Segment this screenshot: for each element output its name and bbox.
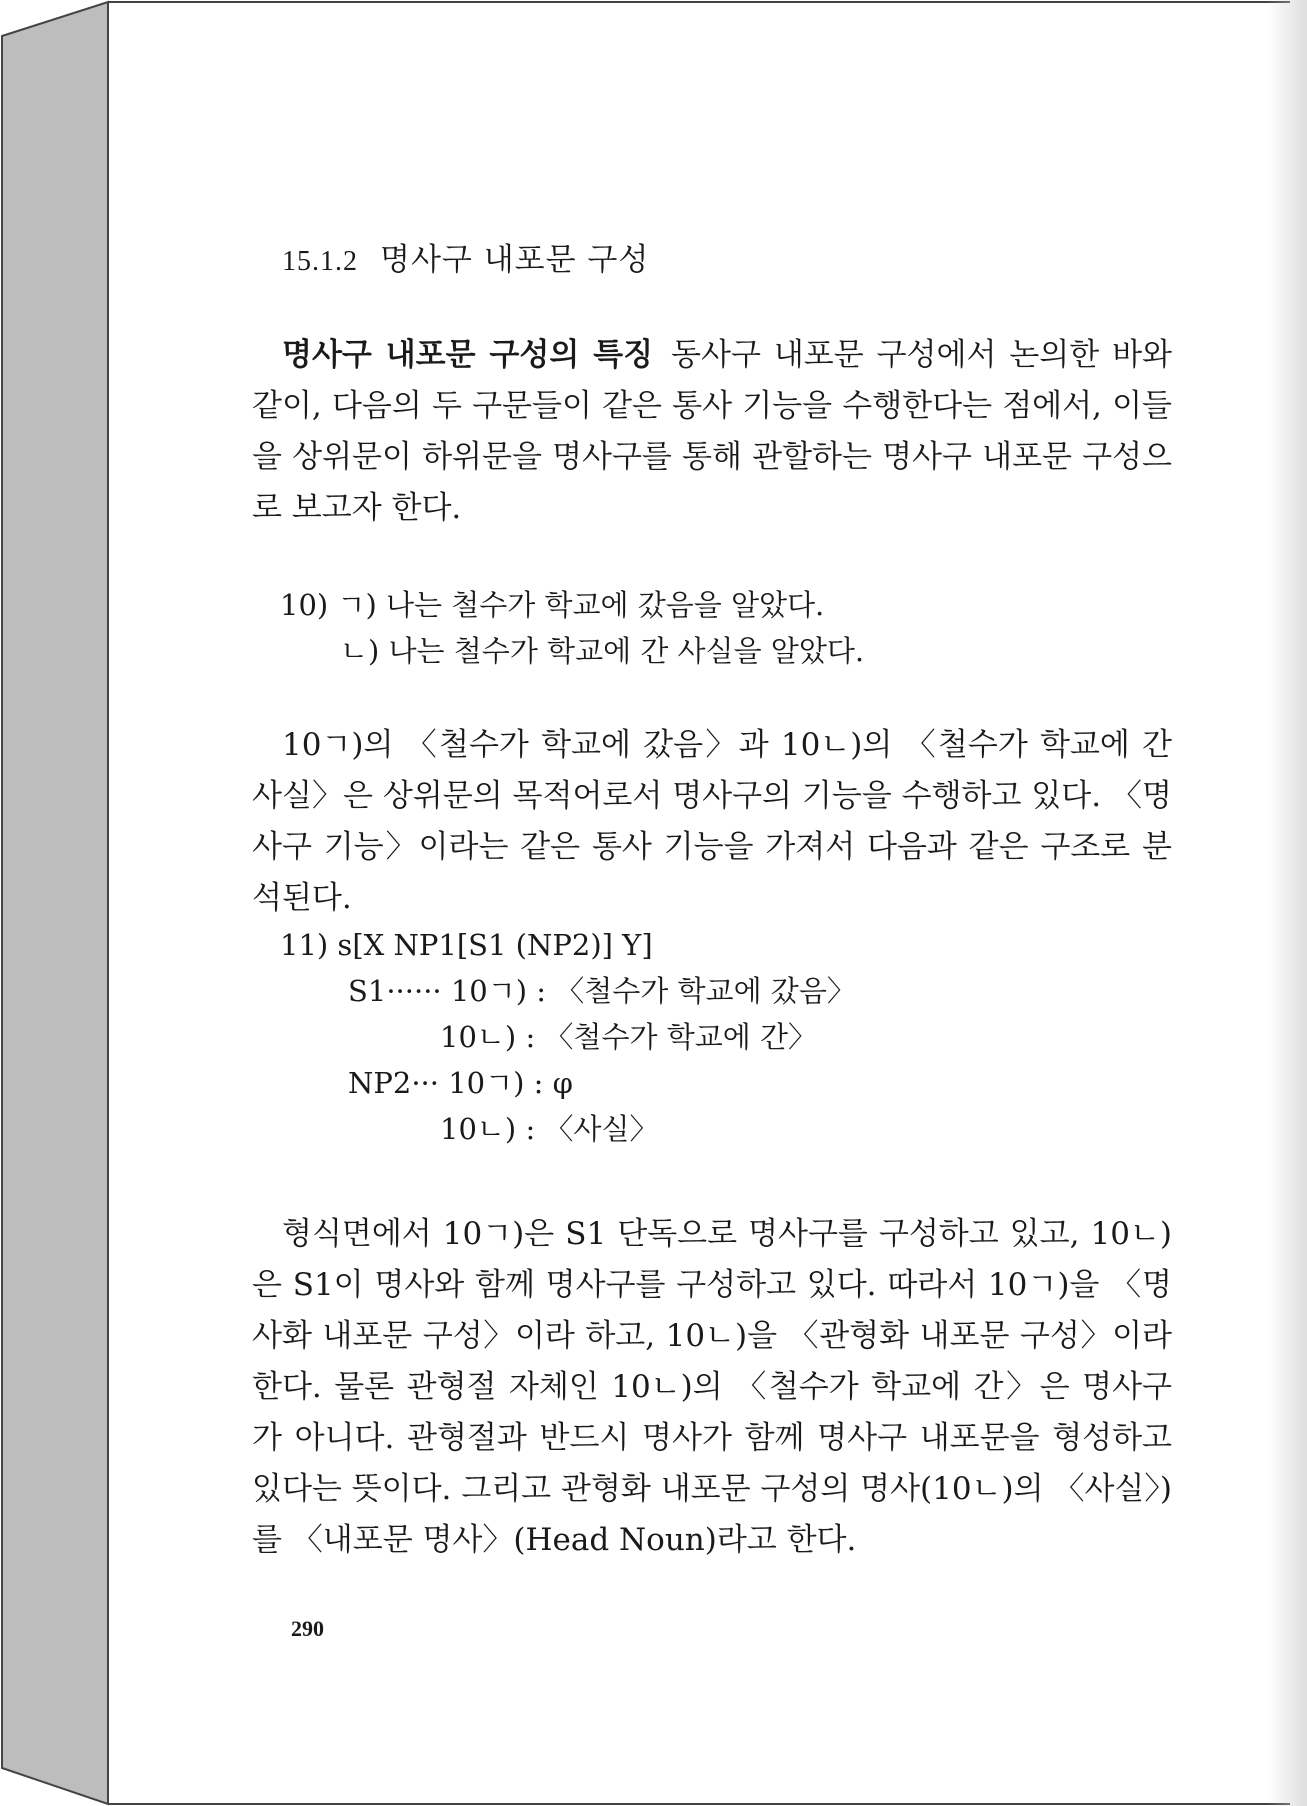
page-edge-shadow xyxy=(1267,0,1307,1806)
example-11-line-4: NP2··· 10ㄱ) : φ xyxy=(348,1066,573,1100)
example-11-line-3: 10ㄴ) : 〈철수가 학교에 간〉 xyxy=(440,1020,817,1054)
paragraph-2-text: 10ㄱ)의 〈철수가 학교에 갔음〉과 10ㄴ)의 〈철수가 학교에 간 사실〉은 상위문의 목적어로서 명사구의 기능을 수행하고 있다. 〈명사구 기능〉이라는 같은 통사 기능을 가져서 다음과 같은 구조로 분석된다. xyxy=(252,727,1172,916)
example-10-line-2: ㄴ) 나는 철수가 학교에 간 사실을 알았다. xyxy=(340,634,865,668)
example-10-line-1: 10) ㄱ) 나는 철수가 학교에 갔음을 알았다. xyxy=(280,588,825,622)
section-heading xyxy=(282,234,649,279)
example-11-line-2: S1······ 10ㄱ) : 〈철수가 학교에 갔음〉 xyxy=(348,974,856,1008)
book-page xyxy=(108,2,1288,1802)
section-number: 15.1.2 xyxy=(282,246,358,277)
paragraph-2 xyxy=(252,720,1172,924)
section-title: 명사구 내포문 구성 xyxy=(380,242,650,278)
paragraph-3 xyxy=(252,1209,1172,1566)
example-11-line-1: 11) s[X NP1[S1 (NP2)] Y] xyxy=(280,928,653,962)
paragraph-1-text: 동사구 내포문 구성에서 논의한 바와 같이, 다음의 두 구문들이 같은 통사 기능을 수행한다는 점에서, 이들을 상위문이 하위문을 명사구를 통해 관할하는 명사구 내포문 구성으로 보고자 한다. xyxy=(252,337,1172,526)
example-11 xyxy=(280,922,856,1152)
example-11-line-5: 10ㄴ) : 〈사실〉 xyxy=(440,1112,659,1146)
example-10 xyxy=(280,582,864,674)
paragraph-3-text: 형식면에서 10ㄱ)은 S1 단독으로 명사구를 구성하고 있고, 10ㄴ)은 S1이 명사와 함께 명사구를 구성하고 있다. 따라서 10ㄱ)을 〈명사화 내포문 구성〉이라 하고, 10ㄴ)을 〈관형화 내포문 구성〉이라 한다. 물론 관형절 자체인 10ㄴ)의 〈철수가 학교에 간〉은 명사구가 아니다. 관형절과 반드시 명사가 함께 명사구 내포문을 형성하고 있다는 뜻이다. 그리고 관형화 내포문 구성의 명사(10ㄴ)의 〈사실〉)를 〈내포문 명사〉(Head Noun)라고 한다. xyxy=(252,1216,1172,1558)
paragraph-1-lead: 명사구 내포문 구성의 특징 xyxy=(282,337,654,373)
page-number: 290 xyxy=(291,1616,324,1641)
paragraph-1 xyxy=(252,330,1172,534)
